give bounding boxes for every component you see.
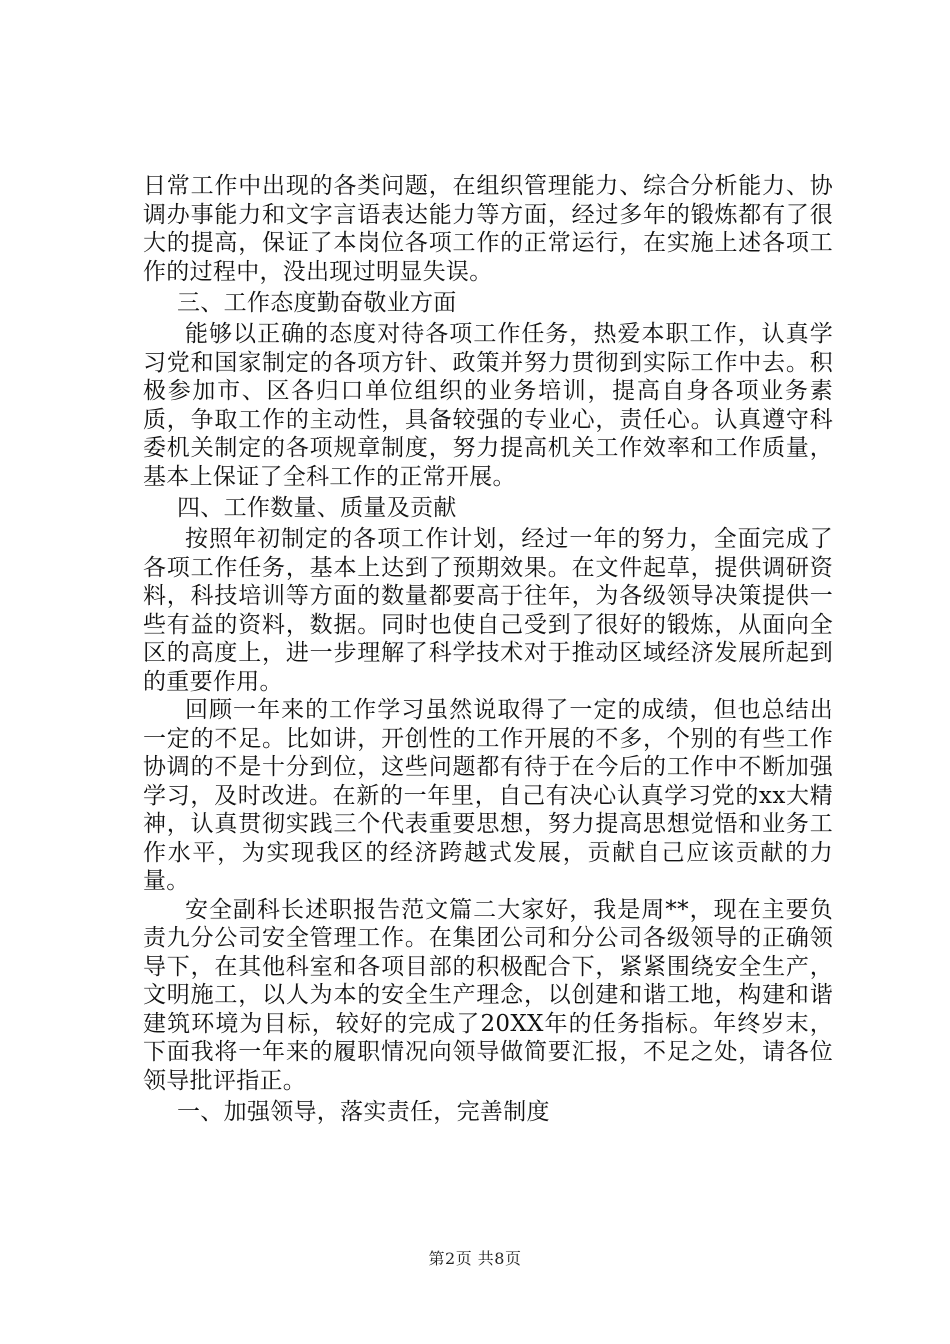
paragraph-continuation: 日常工作中出现的各类问题，在组织管理能力、综合分析能力、协调办事能力和文字言语表达能力等方面，经过多年的锻炼都有了很大的提高，保证了本岗位各项工作的正常运行，在实施上述各项工作的过程中，没出现过明显失误。 (143, 173, 833, 285)
document-body (143, 172, 833, 1129)
page-number-footer: 第2页 共8页 (428, 1249, 522, 1268)
paragraph-work-attitude: 能够以正确的态度对待各项工作任务，热爱本职工作，认真学习党和国家制定的各项方针、政策并努力贯彻到实际工作中去。积极参加市、区各归口单位组织的业务培训，提高自身各项业务素质，争取工作的主动性，具备较强的专业心，责任心。认真遵守科委机关制定的各项规章制度，努力提高机关工作效率和工作质量，基本上保证了全科工作的正常开展。 (143, 321, 833, 490)
section-heading-one: 一、加强领导，落实责任，完善制度 (177, 1099, 550, 1125)
paragraph-work-quantity: 按照年初制定的各项工作计划，经过一年的努力，全面完成了各项工作任务，基本上达到了预期效果。在文件起草，提供调研资料，科技培训等方面的数量都要高于往年，为各级领导决策提供一些有益的资料，数据。同时也使自己受到了很好的锻炼，从面向全区的高度上，进一步理解了科学技术对于推动区域经济发展所起到的重要作用。 (143, 526, 833, 695)
section-heading-three: 三、工作态度勤奋敬业方面 (177, 290, 457, 316)
paragraph-review: 回顾一年来的工作学习虽然说取得了一定的成绩，但也总结出一定的不足。比如讲，开创性的工作开展的不多，个别的有些工作协调的不是十分到位，这些问题都有待于在今后的工作中不断加强学习，及时改进。在新的一年里，自己有决心认真学习党的xx大精神，认真贯彻实践三个代表重要思想，努力提高思想觉悟和业务工作水平，为实现我区的经济跨越式发展，贡献自己应该贡献的力量。 (143, 697, 833, 894)
section-heading-four: 四、工作数量、质量及贡献 (177, 495, 457, 521)
paragraph-safety-report: 安全副科长述职报告范文篇二大家好，我是周**，现在主要负责九分公司安全管理工作。在集团公司和分公司各级领导的正确领导下，在其他科室和各项目部的积极配合下，紧紧围绕安全生产，文明施工，以人为本的安全生产理念，以创建和谐工地，构建和谐建筑环境为目标，较好的完成了20XX年的任务指标。年终岁末，下面我将一年来的履职情况向领导做简要汇报，不足之处，请各位领导批评指正。 (143, 896, 833, 1094)
